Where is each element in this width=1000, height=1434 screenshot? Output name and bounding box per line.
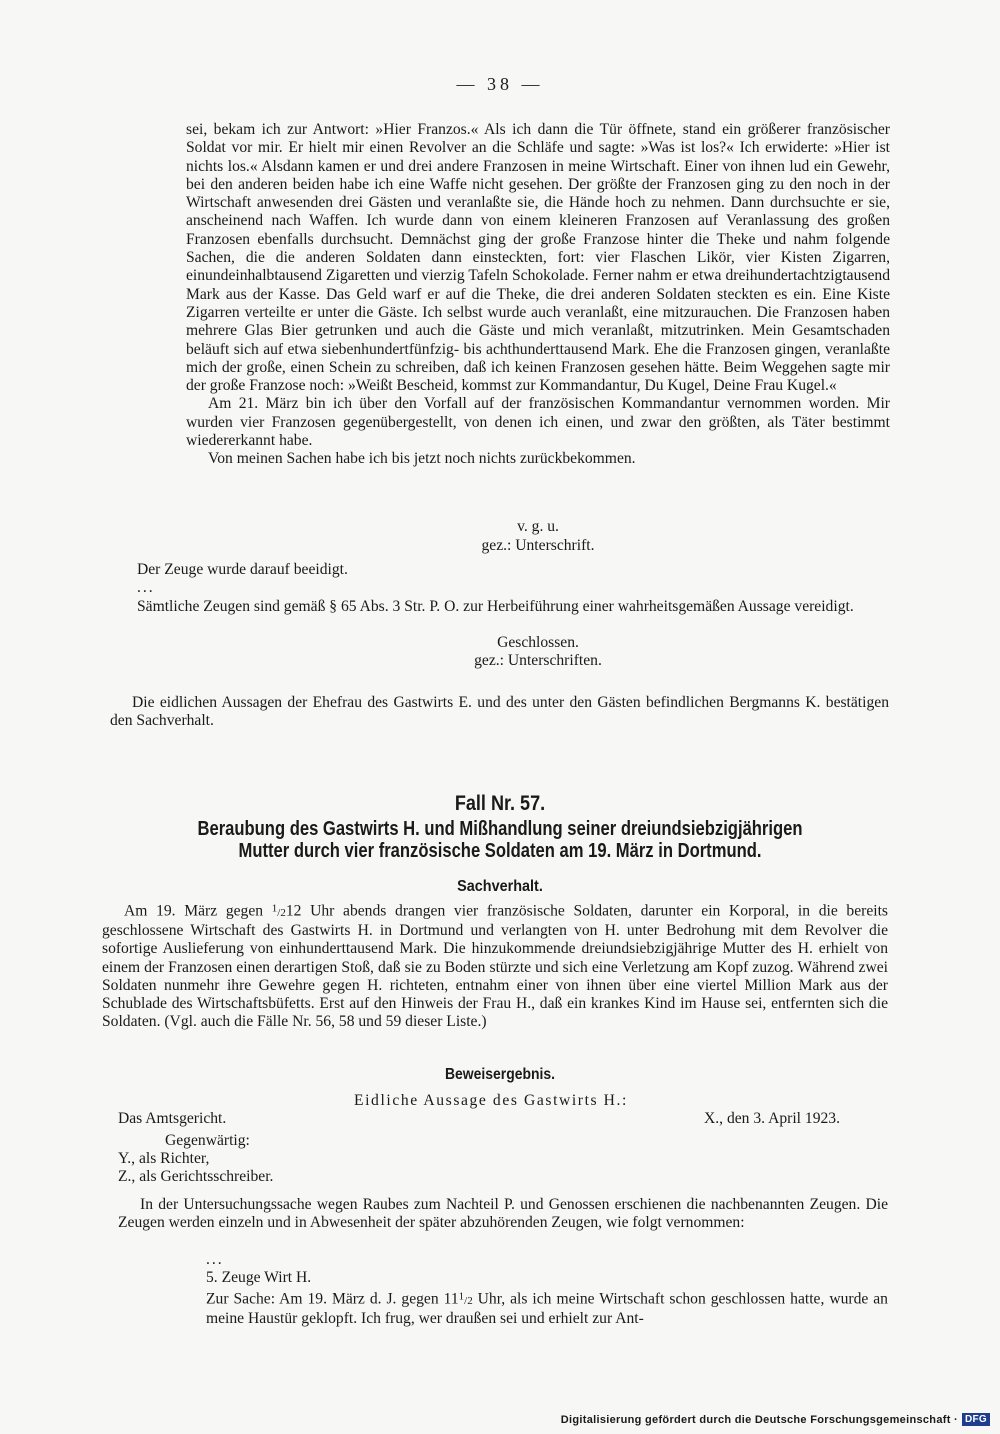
facts-text-start: Am 19. März gegen <box>124 902 272 920</box>
case-title: Beraubung des Gastwirts H. und Mißhandlung seiner dreiundsiebzigjährigen Mutter durch vier französische Soldaten am 19. März in Dortmund. <box>197 818 803 862</box>
omission-marker-2: ... <box>206 1251 224 1268</box>
facts-heading: Sachverhalt. <box>457 878 543 895</box>
testimony-paragraph: Am 21. März bin ich über den Vorfall auf der französischen Kommandantur vernommen worden. Mir wurden vier Franzosen gegenübergestellt, von denen ich einen, und zwar den größten, als Täter bestimmt wiedererkannt habe. <box>186 395 890 450</box>
place-date: X., den 3. April 1923. <box>704 1110 841 1127</box>
facts-text-rest: 12 Uhr abends drangen vier französische Soldaten, darunter ein Korporal, in die bereits geschlossene Wirtschaft des Gastwirts H. in Dortmund und verlangten von H. unter Bedrohung mit dem Revolver die sofortige Auslieferung von einhunderttausend Mark. Die hinzukommende dreiundsiebzigjährige Mutter des H. erhielt von einem der Franzosen einen derartigen Stoß, daß sie zu Boden stürzte und sich eine Verletzung am Kopf zuzog. Während zwei Soldaten nunmehr ihre Gewehre gegen H. richteten, entnahm einer von ihnen über eine viertel Million Mark aus der Schublade des Wirtschaftsbüfetts. Erst auf den Hinweis der Frau H., daß ein krankes Kind im Hause sei, entfernten sich die Soldaten. (Vgl. auch die Fälle Nr. 56, 58 und 59 dieser Liste.) <box>102 902 888 1031</box>
present-label: Gegenwärtig: <box>165 1132 250 1149</box>
testimony-paragraph: Von meinen Sachen habe ich bis jetzt noch nichts zurückbekommen. <box>208 450 636 468</box>
fraction-numerator: 1 <box>458 1290 465 1302</box>
omission-marker: ... <box>137 579 155 596</box>
statement-paragraph <box>206 1287 888 1328</box>
case-number: Fall Nr. 57. <box>454 792 546 815</box>
intro-paragraph: In der Untersuchungssache wegen Raubes zum Nachteil P. und Genossen erschienen die nachbenannten Zeugen. Die Zeugen werden einzeln und in Abwesenheit der später abzuhörenden Zeugen, wie folgt vernommen: <box>118 1196 888 1232</box>
evidence-heading: Beweisergebnis. <box>444 1066 556 1083</box>
vgu-line: v. g. u. <box>517 518 559 535</box>
confirmation-paragraph: Die eidlichen Aussagen der Ehefrau des Gastwirts E. und des unter den Gästen befindlichen Bergmanns K. bestätigen den Sachverhalt. <box>110 694 889 730</box>
judge-line: Y., als Richter, <box>118 1150 210 1167</box>
court-name: Das Amtsgericht. <box>118 1110 227 1127</box>
fraction-denominator: 2 <box>467 1294 473 1307</box>
all-witnesses-note: Sämtliche Zeugen sind gemäß § 65 Abs. 3 Str. P. O. zur Herbeiführung einer wahrheitsgemäßen Aussage vereidigt. <box>137 598 854 615</box>
clerk-line: Z., als Gerichtsschreiber. <box>118 1168 274 1185</box>
statement-text-rest: Uhr, als ich meine Wirtschaft schon geschlossen hatte, wurde an meine Haustür geklopft. Ich frug, wer draußen sei und erhielt zur Ant- <box>206 1290 888 1327</box>
witness-line: 5. Zeuge Wirt H. <box>206 1269 312 1286</box>
facts-fraction: 1/2 <box>271 902 286 919</box>
signature-line: gez.: Unterschrift. <box>481 537 595 554</box>
testimony-block <box>186 121 890 469</box>
closed-line: Geschlossen. <box>497 634 579 651</box>
footer <box>561 1413 990 1426</box>
sworn-note: Der Zeuge wurde darauf beeidigt. <box>137 561 348 578</box>
testimony-paragraph: sei, bekam ich zur Antwort: »Hier Franzos.« Als ich dann die Tür öffnete, stand ein größerer französischer Soldat vor mir. Er hielt mir einen Revolver an die Schläfe und sagte: »Was ist los?« Ich erwiderte: »Hier ist nichts los.« Alsdann kamen er und drei andere Franzosen in meine Wirtschaft. Einer von ihnen lud ein Gewehr, bei den anderen beiden habe ich eine Waffe nicht gesehen. Der größte der Franzosen ging zu den noch in der Wirtschaft anwesenden drei Gästen und veranlaßte sie, die Hände hoch zu nehmen. Dann durchsuchte er sie, anscheinend nach Waffen. Ich wurde dann von einem kleineren Franzosen auf Veranlassung des großen Franzosen ebenfalls durchsucht. Demnächst ging der große Franzose hinter die Theke und nahm folgende Sachen, die die anderen Soldaten dann einsteckten, fort: vier Flaschen Likör, vier Kisten Zigarren, einundeinhalbtausend Zigaretten und vierzig Tafeln Schokolade. Ferner nahm er etwa dreihundertachtzigtausend Mark aus der Kasse. Das Geld warf er auf die Theke, die drei anderen Soldaten steckten es ein. Eine Kiste Zigarren verteilte er unter die Gäste. Ich selbst wurde auch veranlaßt, eine mitzurauchen. Die Franzosen haben mehrere Glas Bier getrunken und auch die Gäste und mich veranlaßt, mitzutrinken. Mein Gesamtschaden beläuft sich auf etwa siebenhundertfünfzig- bis achthunderttausend Mark. Ehe die Franzosen gingen, veranlaßte mich der große, einen Schein zu schreiben, daß ich keinen Franzosen gesehen hätte. Beim Weggehen sagte mir der große Franzose noch: »Weißt Bescheid, kommst zur Kommandantur, Du Kugel, Deine Frau Kugel.« <box>186 121 890 395</box>
fraction-numerator: 1 <box>271 902 278 914</box>
page-number: — 38 — <box>456 74 544 94</box>
facts-paragraph <box>102 899 888 1032</box>
signatures-line: gez.: Unterschriften. <box>474 652 602 669</box>
footer-text: Digitalisierung gefördert durch die Deutsche Forschungsgemeinschaft · <box>560 1413 958 1426</box>
statement-fraction: 1/2 <box>458 1290 473 1307</box>
sworn-statement-heading: Eidliche Aussage des Gastwirts H.: <box>354 1092 628 1109</box>
statement-text-start: Zur Sache: Am 19. März d. J. gegen 11 <box>206 1290 459 1308</box>
fraction-denominator: 2 <box>280 906 286 919</box>
dfg-logo-icon: DFG <box>962 1413 990 1426</box>
